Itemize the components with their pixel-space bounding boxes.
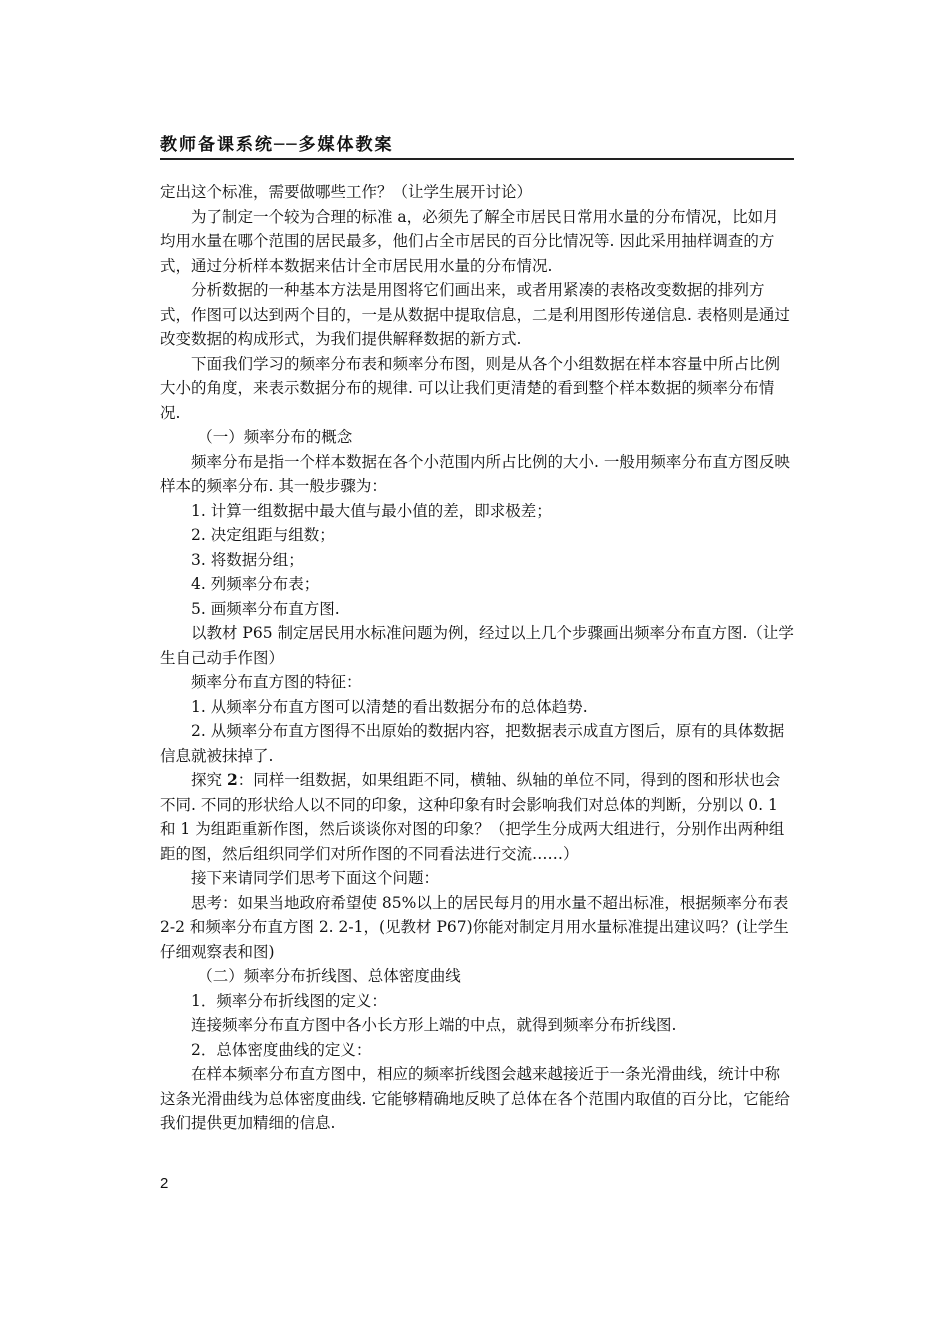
section-heading: （一）频率分布的概念 [197, 428, 353, 446]
explore-label: 探究 [191, 771, 223, 789]
section-heading: （二）频率分布折线图、总体密度曲线 [197, 967, 461, 985]
list-item: 3. 将数据分组； [191, 550, 304, 569]
paragraph: 接下来请同学们思考下面这个问题： [191, 869, 440, 887]
list-item: 2. 决定组距与组数； [191, 526, 335, 544]
paragraph: 以教材 P65 制定居民用水标准问题为例，经过以上几个步骤画出频率分布直方图.（让学生自己动手作图） [160, 624, 794, 667]
paragraph: 频率分布是指一个样本数据在各个小范围内所占比例的大小. 一般用频率分布直方图反映样本的频率分布. 其一般步骤为： [160, 452, 790, 495]
paragraph: 频率分布直方图的特征： [191, 673, 362, 691]
list-item: 2. 从频率分布直方图得不出原始的数据内容，把数据表示成直方图后，原有的具体数据信息就被抹掉了. [160, 722, 785, 765]
explore-paragraph [160, 768, 794, 866]
explore-number: 2 [226, 770, 238, 789]
list-item: 4. 列频率分布表； [191, 575, 320, 593]
definition-title: 2．总体密度曲线的定义： [191, 1040, 372, 1059]
explore-text: ：同样一组数据，如果组距不同，横轴、纵轴的单位不同，得到的图和形状也会不同. 不同的形状给人以不同的印象，这种印象有时会影响我们对总体的判断，分别以 0. 1 和 1 为组距重新作图，然后谈谈你对图的印象？（把学生分成两大组进行，分别作出两种组距的图，然后组织同学们对所作图的不同看法进行交流……） [160, 771, 785, 863]
definition-text: 在样本频率分布直方图中，相应的频率折线图会越来越接近于一条光滑曲线，统计中称这条光滑曲线为总体密度曲线. 它能够精确地反映了总体在各个范围内取值的百分比，它能给我们提供更加精细的信息. [160, 1065, 790, 1132]
list-item: 5. 画频率分布直方图. [191, 599, 340, 618]
list-item: 1. 从频率分布直方图可以清楚的看出数据分布的总体趋势. [191, 697, 588, 716]
paragraph: 思考：如果当地政府希望使 85%以上的居民每月的用水量不超出标准，根据频率分布表 2-2 和频率分布直方图 2. 2-1，(见教材 P67)你能对制定月用水量标准提出建议吗？(让学生仔细观察表和图) [160, 893, 789, 961]
document-body [160, 180, 794, 1136]
paragraph: 定出这个标准，需要做哪些工作？（让学生展开讨论） [160, 183, 533, 201]
list-item: 1. 计算一组数据中最大值与最小值的差，即求极差； [191, 501, 552, 520]
definition-text: 连接频率分布直方图中各小长方形上端的中点，就得到频率分布折线图. [191, 1016, 677, 1034]
paragraph: 为了制定一个较为合理的标准 a，必须先了解全市居民日常用水量的分布情况，比如月均用水量在哪个范围的居民最多，他们占全市居民的百分比情况等. 因此采用抽样调查的方式，通过分析样本数据来估计全市居民用水量的分布情况. [160, 207, 779, 275]
page-number: 2 [160, 1175, 169, 1192]
paragraph: 下面我们学习的频率分布表和频率分布图，则是从各个小组数据在样本容量中所占比例大小的角度，来表示数据分布的规律. 可以让我们更清楚的看到整个样本数据的频率分布情况. [160, 354, 781, 422]
paragraph: 分析数据的一种基本方法是用图将它们画出来，或者用紧凑的表格改变数据的排列方式，作图可以达到两个目的，一是从数据中提取信息，二是利用图形传递信息. 表格则是通过改变数据的构成形式，为我们提供解释数据的新方式. [160, 281, 790, 348]
page-header: 教师备课系统──多媒体教案 [160, 130, 794, 160]
definition-title: 1．频率分布折线图的定义： [191, 991, 387, 1010]
